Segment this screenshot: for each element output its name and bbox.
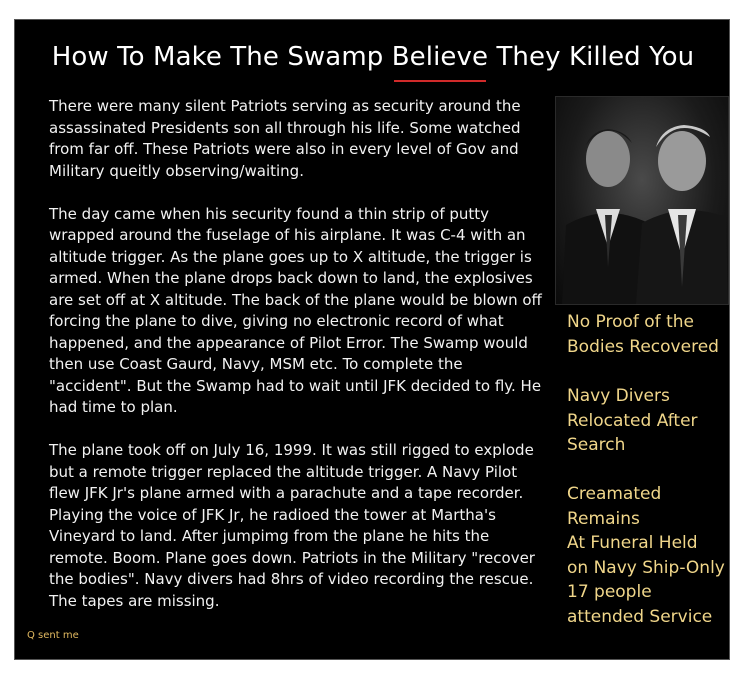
photo-illustration <box>556 97 728 304</box>
page-title <box>15 42 731 72</box>
title-before: How To Make The Swamp <box>51 42 392 72</box>
sidebar-note-1: No Proof of the Bodies Recovered <box>567 312 719 357</box>
footer-caption: Q sent me <box>27 630 79 641</box>
photo-two-men <box>555 96 729 305</box>
title-emphasis: Believe <box>391 42 489 72</box>
paragraph-2: The day came when his security found a thin strip of putty wrapped around the fuselage of his airplane. It was C-4 with an altitude trigger. As the plane goes up to X altitude, the trigger is armed. When the plane drops back down to land, the explosives are set off at X altitude. The back of the plane would be blown off forcing the plane to dive, giving no electronic record of what happened, and the appearance of Pilot Error. The Swamp would then use Coast Gaurd, Navy, MSM etc. To complete the "accident". But the Swamp had to wait until JFK decided to fly. He had time to plan. <box>49 204 542 416</box>
paragraph-3: The plane took off on July 16, 1999. It was still rigged to explode but a remote trigger replaced the altitude trigger. A Navy Pilot flew JFK Jr's plane armed with a parachute and a tape recorder. Playing the voice of JFK Jr, he radioed the tower at Martha's Vineyard to land. After jumpimg from the plane he hits the remote. Boom. Plane goes down. Patriots in the Military "recover the bodies". Navy divers had 8hrs of video recording the rescue. The tapes are missing. <box>49 441 535 610</box>
meme-panel <box>14 19 730 660</box>
body-text <box>49 96 559 612</box>
sidebar-note-3: Creamated Remains At Funeral Held on Navy Ship-Only 17 people attended Service <box>567 484 725 627</box>
sidebar-note-2: Navy Divers Relocated After Search <box>567 386 698 455</box>
title-after: They Killed You <box>488 42 695 72</box>
paragraph-1: There were many silent Patriots serving as security around the assassinated Presidents son all through his life. Some watched from far off. These Patriots were also in every level of Gov and Military queitly observing/waiting. <box>49 97 521 180</box>
